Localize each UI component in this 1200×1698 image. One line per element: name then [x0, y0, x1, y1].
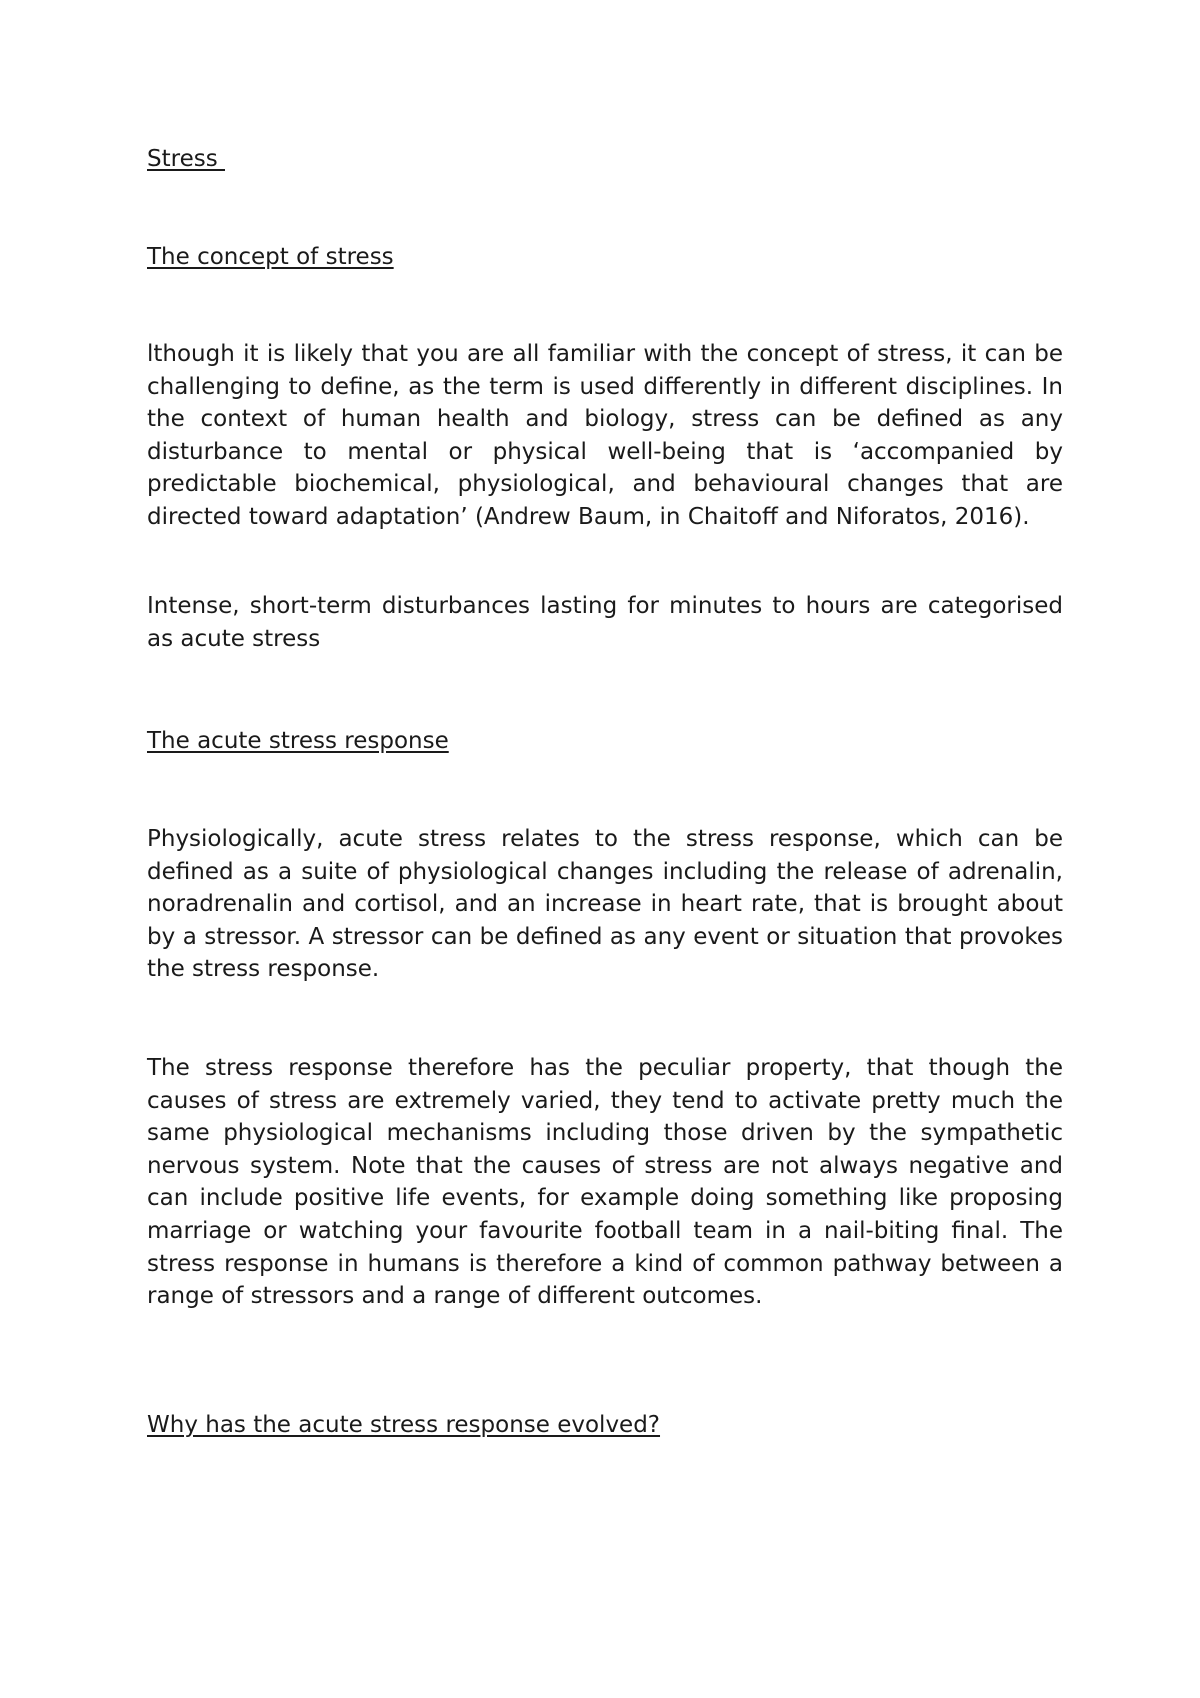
paragraph-stress-definition: lthough it is likely that you are all familiar with the concept of stress, it can be challenging to define, as the term is used differently in different disciplines. In the context of human health and biology, stress can be defined as any disturbance to mental or physical well-being that is ‘accompanied by predictable biochemical, physiological, and behavioural changes that are directed toward adaptation’ (Andrew Baum, in Chaitoff and Niforatos, 2016). [147, 341, 1063, 530]
document-title: Stress [147, 146, 225, 172]
section-heading-acute-stress-response: The acute stress response [147, 728, 449, 754]
paragraph-acute-stress: Intense, short-term disturbances lasting for minutes to hours are categorised as acute stress [147, 593, 1063, 652]
paragraph-physiological-response: Physiologically, acute stress relates to the stress response, which can be defined as a suite of physiological changes including the release of adrenalin, noradrenalin and cortisol, and an increase in heart rate, that is brought about by a stressor. A stressor can be defined as any event or situation that provokes the stress response. [147, 826, 1063, 983]
section-heading-why-evolved: Why has the acute stress response evolved? [147, 1412, 661, 1438]
section-heading-concept-of-stress: The concept of stress [147, 244, 394, 270]
paragraph-stress-response-property: The stress response therefore has the peculiar property, that though the causes of stress are extremely varied, they tend to activate pretty much the same physiological mechanisms including those driven by the sympathetic nervous system. Note that the causes of stress are not always negative and can include positive life events, for example doing something like proposing marriage or watching your favourite football team in a nail-biting final. The stress response in humans is therefore a kind of common pathway between a range of stressors and a range of different outcomes. [147, 1055, 1063, 1310]
document-page [147, 0, 1063, 1698]
